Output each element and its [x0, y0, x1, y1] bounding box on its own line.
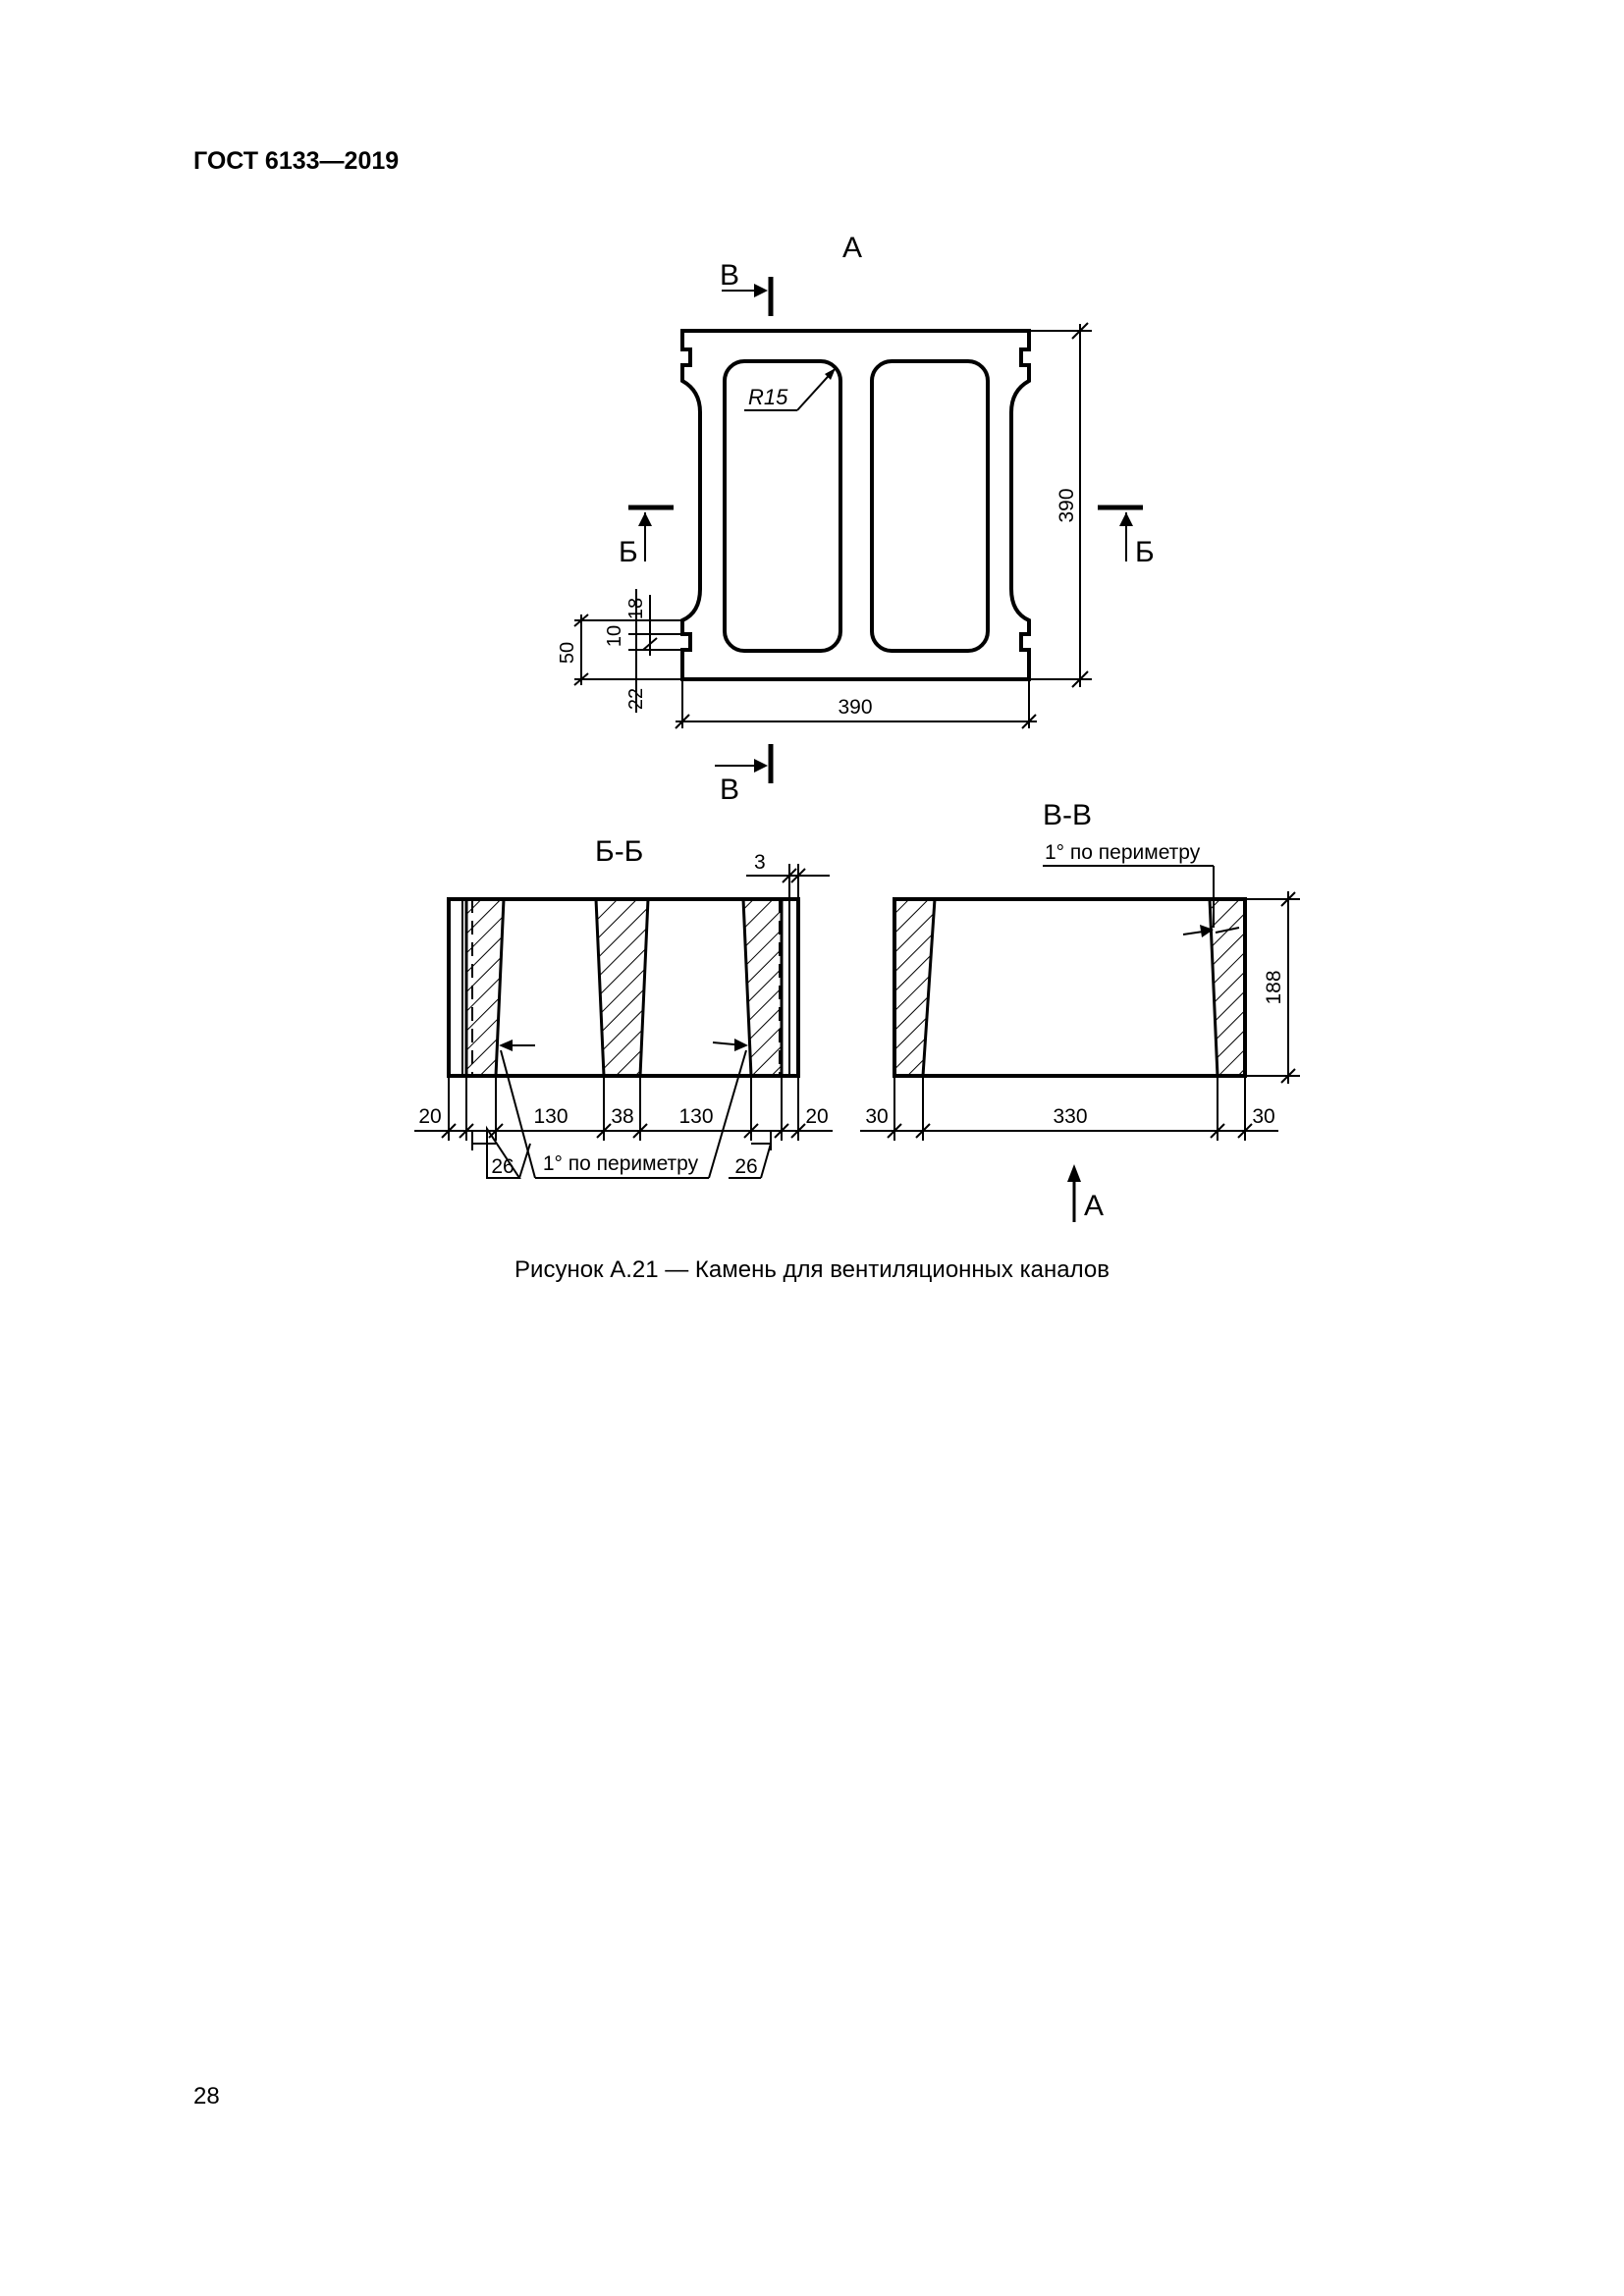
section-vv-outline: [894, 899, 1245, 1076]
dim-10: 10: [604, 624, 625, 648]
bb-dim-26-left: 26: [491, 1155, 514, 1178]
plan-view: [557, 232, 1155, 806]
dim-18: 18: [625, 597, 647, 620]
dim-22: 22: [625, 687, 647, 711]
block-outline: [682, 331, 1029, 679]
section-bb-title: Б-Б: [595, 835, 644, 868]
bb-dim-38: 38: [611, 1105, 634, 1128]
vv-dim-30-left: 30: [865, 1105, 889, 1128]
section-b-label-left: Б: [619, 536, 638, 568]
radius-label: R15: [748, 385, 788, 409]
figure-caption: Рисунок А.21 — Камень для вентиляционных каналов: [514, 1256, 1110, 1283]
vv-dim-330: 330: [1053, 1105, 1088, 1128]
vv-view-arrow-label: А: [1084, 1190, 1105, 1222]
bb-dim-20-left: 20: [418, 1105, 442, 1128]
dim-width-390: 390: [838, 696, 873, 719]
dim-3: 3: [754, 851, 766, 874]
vv-slope-note: 1° по периметру: [1045, 841, 1201, 864]
web-right: [743, 899, 782, 1076]
bb-dim-130-left: 130: [533, 1105, 568, 1128]
vv-dim-30-right: 30: [1252, 1105, 1275, 1128]
dim-50: 50: [557, 641, 578, 665]
section-v-label-bottom: В: [720, 774, 740, 806]
section-vv-title: В-В: [1043, 799, 1093, 831]
page-number: 28: [193, 2083, 220, 2109]
bb-dim-130-right: 130: [678, 1105, 714, 1128]
right-void: [872, 361, 988, 651]
vv-dim-188: 188: [1263, 970, 1285, 1005]
section-bb: [414, 835, 833, 1178]
bb-dim-26-right: 26: [734, 1155, 758, 1178]
section-b-label-right: Б: [1135, 536, 1155, 568]
web-middle: [596, 899, 648, 1076]
section-v-label-top: В: [720, 259, 740, 292]
document-header: ГОСТ 6133—2019: [193, 147, 400, 175]
web-left: [466, 899, 504, 1076]
bb-dim-20-right: 20: [805, 1105, 829, 1128]
section-vv: [860, 799, 1300, 1222]
bb-slope-note: 1° по периметру: [542, 1152, 699, 1175]
dim-height-390: 390: [1056, 488, 1078, 523]
vv-web-left: [894, 899, 935, 1076]
plan-view-label: А: [842, 232, 863, 264]
vv-web-right: [1210, 899, 1245, 1076]
